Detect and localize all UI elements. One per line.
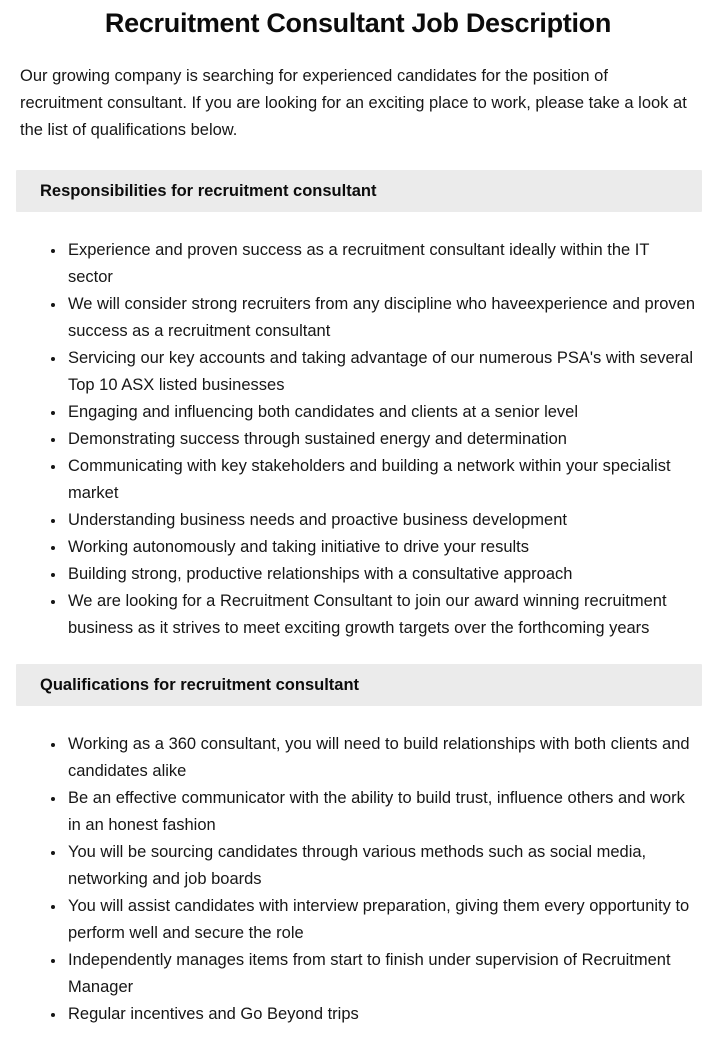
section-header-bar xyxy=(16,664,702,706)
list-item: • You will assist candidates with interview preparation, giving them every opportunity to perform well and secure the role xyxy=(66,893,696,947)
list-item: • Engaging and influencing both candidates and clients at a senior level xyxy=(66,399,696,426)
intro-paragraph: Our growing company is searching for experienced candidates for the position of recruitment consultant. If you are looking for an exciting place to work, please take a look at the list of qualifications below. xyxy=(20,67,687,139)
list-item: • Working autonomously and taking initiative to drive your results xyxy=(66,534,696,561)
list-item: • Building strong, productive relationships with a consultative approach xyxy=(66,561,696,588)
responsibilities-list xyxy=(20,237,696,642)
list-item: • Regular incentives and Go Beyond trips xyxy=(66,1001,696,1028)
list-item: • We will consider strong recruiters from any discipline who haveexperience and proven success as a recruitment consultant xyxy=(66,291,696,345)
list-item: • You will be sourcing candidates through various methods such as social media, networking and job boards xyxy=(66,839,696,893)
list-item: • Communicating with key stakeholders and building a network within your specialist market xyxy=(66,453,696,507)
section-qualifications xyxy=(20,664,696,1028)
qualifications-list xyxy=(20,731,696,1028)
list-item: • Understanding business needs and proactive business development xyxy=(66,507,696,534)
list-item: • Servicing our key accounts and taking advantage of our numerous PSA's with several Top 10 ASX listed businesses xyxy=(66,345,696,399)
section-heading: Qualifications for recruitment consultant xyxy=(40,676,360,694)
section-responsibilities xyxy=(20,170,696,642)
list-item: • We are looking for a Recruitment Consultant to join our award winning recruitment business as it strives to meet exciting growth targets over the forthcoming years xyxy=(66,588,696,642)
page-title: Recruitment Consultant Job Description xyxy=(104,8,612,38)
list-item: • Working as a 360 consultant, you will need to build relationships with both clients and candidates alike xyxy=(66,731,696,785)
section-header-bar xyxy=(16,170,702,212)
section-heading: Responsibilities for recruitment consultant xyxy=(40,182,377,200)
list-item: • Demonstrating success through sustained energy and determination xyxy=(66,426,696,453)
list-item: • Experience and proven success as a recruitment consultant ideally within the IT sector xyxy=(66,237,696,291)
list-item: • Independently manages items from start to finish under supervision of Recruitment Manager xyxy=(66,947,696,1001)
list-item: • Be an effective communicator with the ability to build trust, influence others and work in an honest fashion xyxy=(66,785,696,839)
